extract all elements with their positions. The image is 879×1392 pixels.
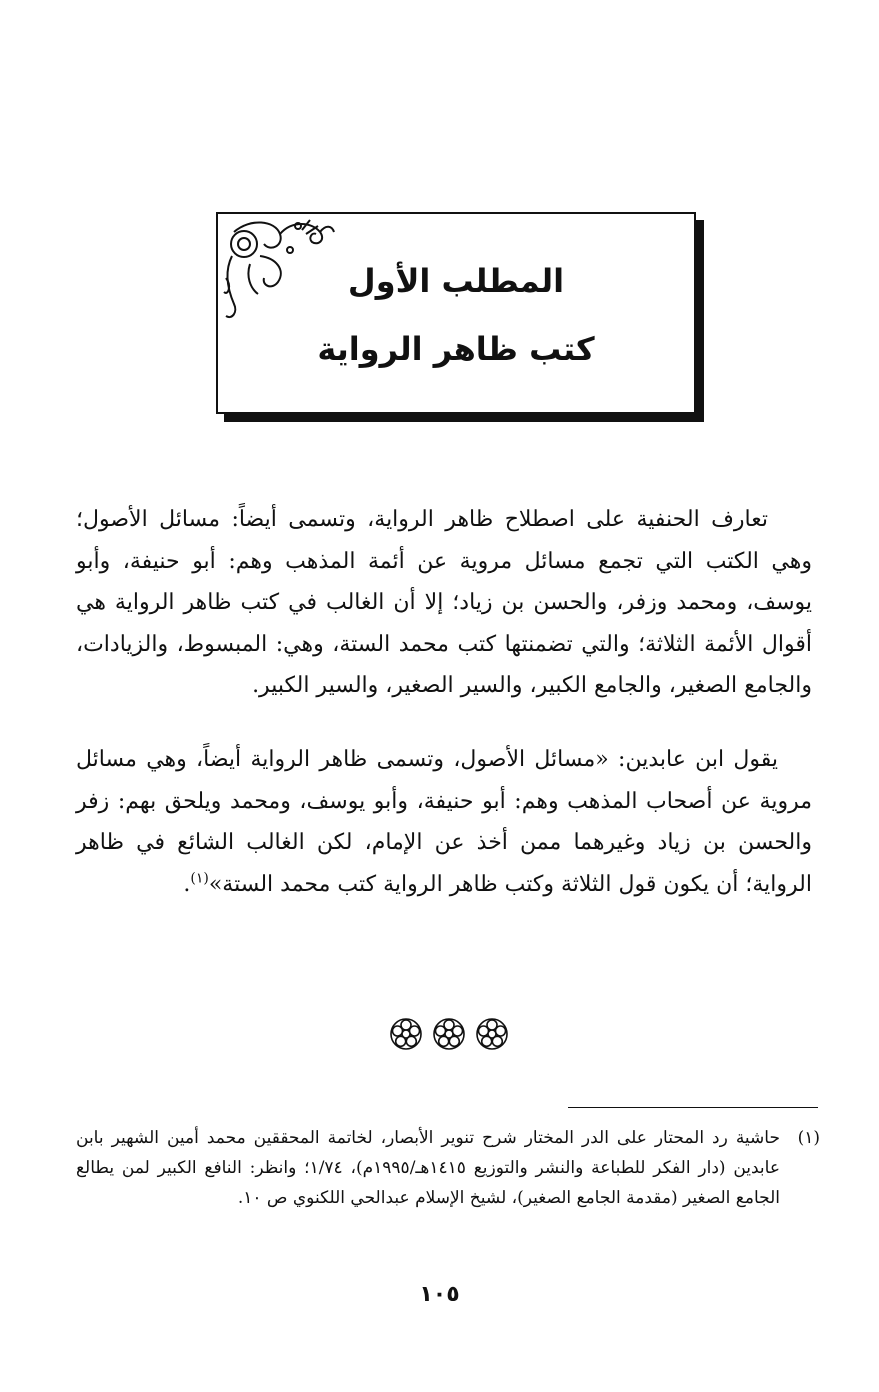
paragraph-1: تعارف الحنفية على اصطلاح ظاهر الرواية، وتسمى أيضاً: مسائل الأصول؛ وهي الكتب التي تجمع مسائل مروية عن أئمة المذهب وهم: أبو حنيفة، وأبو يوسف، ومحمد وزفر، والحسن بن زياد؛ إلا أن الغالب في كتب ظاهر الرواية هي أقوال الأئمة الثلاثة؛ والتي تضمنتها كتب محمد الستة، وهي: المبسوط، والزيادات، والجامع الصغير، والجامع الكبير، والسير الصغير، والسير الكبير. (76, 507, 812, 698)
paragraph-2-end: . (183, 871, 191, 897)
paragraph-2-text: يقول ابن عابدين: «مسائل الأصول، وتسمى ظاهر الرواية أيضاً، وهي مسائل مروية عن أصحاب المذهب وهم: أبو حنيفة، وأبو يوسف، ومحمد ويلحق بهم: زفر والحسن بن زياد وغيرهما ممن أخذ عن الإمام، لكن الغالب الشائع في ظاهر الرواية؛ أن يكون قول الثلاثة وكتب ظاهر الرواية كتب محمد الستة» (76, 747, 812, 897)
footnote-number: (١) (797, 1128, 820, 1148)
footnote-reference: (١) (190, 870, 209, 887)
footnote-text: حاشية رد المحتار على الدر المختار شرح تنوير الأبصار، لخاتمة المحققين محمد أمين الشهير بابن عابدين (دار الفكر للطباعة والنشر والتوزيع ١٤١٥هـ/١٩٩٥م)، ١/٧٤؛ وانظر: النافع الكبير لمن يطالع الجامع الصغير (مقدمة الجامع الصغير)، لشيخ الإسلام عبدالحي اللكنوي ص ١٠. (76, 1128, 780, 1208)
footnote (76, 1123, 820, 1213)
footnote-divider (568, 1107, 818, 1108)
page-number: ١٠٥ (419, 1282, 460, 1307)
paragraph-2 (76, 739, 812, 905)
flower-ornament-icon (386, 1014, 512, 1054)
section-title-box (216, 212, 696, 414)
section-subtitle: كتب ظاهر الرواية (317, 330, 595, 368)
section-title: المطلب الأول (347, 262, 565, 300)
